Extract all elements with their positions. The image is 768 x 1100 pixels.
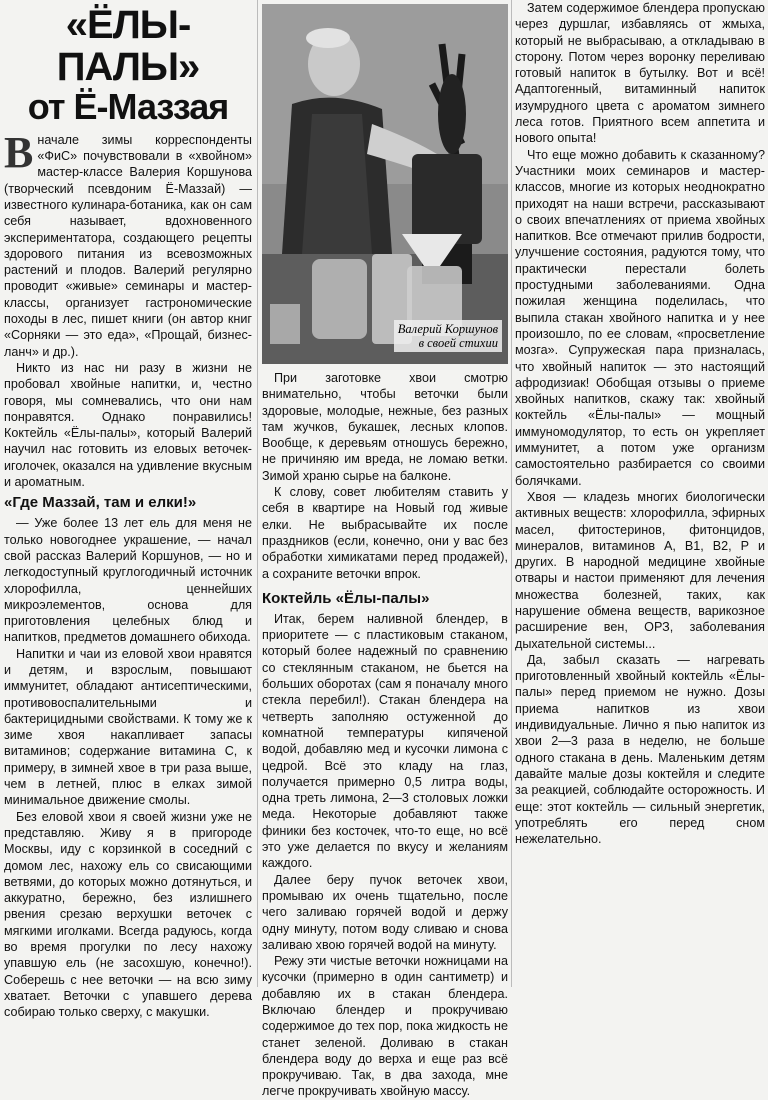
paragraph-4: Напитки и чаи из еловой хвои нравятся и детям, и взрослым, повышают иммунитет, обладают антисептическими, противовоспалительными и бактерицидными свойствами. К тому же к зиме хвоя накапливает запасы витаминов; содержание витамина С, к примеру, в зимней хвое в три раза выше, чем в летней, плюс в елках зимой минимальное движение смолы. [4, 646, 252, 808]
column-left [4, 0, 252, 1020]
column-middle [262, 370, 508, 1099]
paragraph-3: — Уже более 13 лет ель для меня не только новогоднее украшение, — начал свой рассказ Валерий Коршунов, — но и легкодоступный круглогодичный источник хлорофилла, ценнейших микроэлементов, основа для приготовления целебных блюд и напитков, предметов домашнего обихода. [4, 516, 252, 645]
column-right [515, 0, 765, 987]
paragraph-14: Да, забыл сказать — нагревать приготовленный хвойный коктейль «Ёлы-палы» перед приемом не нужно. Дозы приема напитков из хвои индивидуальные. Лично я пью напиток из хвои 2—3 раза в неделю, не больше одного стакана в день. Маленьким детям давайте малые дозы коктейля и следите за реакцией, соблюдайте осторожность. И еще: этот коктейль — сильный энергетик, употреблять его перед сном нежелательно. [515, 652, 765, 847]
paragraph-12: Что еще можно добавить к сказанному? Участники моих семинаров и мастер-классов, многие из которых неоднократно приходят на наши встречи, рассказывают о своих впечатлениях от приема хвойных напитков. Все отмечают прилив бодрости, улучшение состояния, радуются тому, что практически перестали болеть простудными заболеваниями. Одна пожилая женщина поделилась, что выпила стакан хвойного напитка и у нее произошло, по ее словам, «просветление мозга». Супружеская пара призналась, что хвойный напиток — это настоящий афродизиак! Обобщая отзывы о приеме хвойных напитков, скажу так: хвойный коктейль «Ёлы-палы» — мощный иммуномодулятор, то есть он укрепляет иммунитет, а потом уже организм самостоятельно разбирается со своими болячками. [515, 147, 765, 488]
article-title [4, 4, 252, 126]
paragraph-7: К слову, совет любителям ставить у себя в квартире на Новый год живые елки. Не выбрасывайте их после праздников (если, конечно, они у вас без обработки химикатами перед продажей), а сохраните веточки впрок. [262, 485, 508, 581]
column-divider [257, 0, 258, 987]
article-photo [262, 4, 508, 364]
caption-line-2: в своей стихии [418, 336, 498, 350]
title-line-1: «ЁЛЫ-ПАЛЫ» [56, 3, 200, 89]
subheading-mazzay: «Где Маззай, там и елки!» [4, 494, 197, 512]
paragraph-8: Итак, берем наливной блендер, в приоритете — с пластиковым стаканом, который более надежный по сравнению со стеклянным стаканом, не бьется на больших оборотах (сам я поначалу много стекла перебил!). Стакан блендера на четверть заполняю остуженной до комнатной температуры кипяченой водой, добавляю мед и кусочки лимона с цедрой. Всё это кладу на глаз, получается примерно 0,5 литра воды, одна треть лимона, 2—3 столовых ложки меда. Некоторые добавляют также финики без косточек, что-то еще, но всё это уже делается по вкусу и желаниям каждого. [262, 611, 508, 871]
photo-caption [394, 320, 502, 352]
intro-paragraph [4, 127, 252, 360]
paragraph-6: При заготовке хвои смотрю внимательно, чтобы веточки были здоровые, молодые, нежные, без разных там жучков, букашек, лесных клопов. Вообще, к деревьям отношусь бережно, не причиняю им вреда, не ломаю ветки. Зимой храню сырье на балконе. [262, 371, 508, 483]
caption-line-1: Валерий Коршунов [397, 322, 498, 336]
paragraph-11: Затем содержимое блендера пропускаю через дуршлаг, избавляясь от жмыха, который не выбрасываю, а откладываю в сторону. Потом через воронку переливаю готовый напиток в бутылку. Вот и всё! Адаптогенный, витаминный напиток изумрудного цвета с ароматом зимнего леса готов. Приятного всем аппетита и нового опыта! [515, 1, 765, 146]
title-line-2: от Ё-Маззая [27, 86, 229, 127]
intro-text: начале зимы корреспонденты «ФиС» почувствовали в «хвойном» мастер-классе Валерия Коршунова (творческий псевдоним Ё-Маззай) — известного кулинара-ботаника, как он сам себя называет, вдохновенного экспериментатора, создающего рецепты здорового питания из всевозможных растений и плодов. Валерий регулярно проводит «живые» семинары и мастер-классы, организует гастрономические походы в лес, пишет книги (он автор книг «Сорняки — это еда», «Прощай, бизнес-ланч» и др.). [4, 132, 252, 359]
paragraph-13: Хвоя — кладезь многих биологически активных веществ: хлорофилла, эфирных масел, фитостеринов, фитонцидов, минералов, витаминов А, В1, В2, Р и других. В народной медицине хвойные отвары и настои применяют для лечения множества болезней, таких, как нарушение обмена веществ, варикозное расширение вен, ОРЗ, заболевания дыхательной системы... [515, 489, 765, 651]
paragraph-10: Режу эти чистые веточки ножницами на кусочки (примерно в один сантиметр) и добавляю их в стакан блендера. Включаю блендер и прокручиваю содержимое до тех пор, пока жидкость не станет зеленой. Доливаю в стакан блендера воду до верха и еще раз всё прокручиваю. Так, в два захода, мне легче прокручивать хвойную массу. [262, 954, 508, 1099]
photo-illustration [262, 4, 508, 364]
subheading-cocktail: Коктейль «Ёлы-палы» [262, 589, 430, 607]
paragraph-9: Далее беру пучок веточек хвои, промываю их очень тщательно, после чего заливаю горячей водой и держу одну минуту, потом воду сливаю и снова заливаю хвою горячей водой на минуту. [262, 872, 508, 952]
column-divider [511, 0, 512, 987]
paragraph-5: Без еловой хвои я своей жизни уже не представляю. Живу я в пригороде Москвы, иду с корзинкой в соседний с домом лес, нахожу ель со свисающими ветвями, до которых можно дотянуться, и аккуратно, бережно, без излишнего рвения срезаю верхушки веточек с мягкими иголками. Всегда радуюсь, когда во время прогулки по лесу нахожу упавшую ель (не засохшую, конечно!). Соберешь с нее веточки — на всю зиму хватает. Веточки с упавшего дерева собираю только сверху, с макушки. [4, 809, 252, 1020]
drop-cap: В [4, 127, 34, 177]
paragraph-2: Никто из нас ни разу в жизни не пробовал хвойные напитки, и, честно говоря, мы сомневались, что они нам понравятся. Однако понравились! Коктейль «Ёлы-палы», который Валерий научил нас готовить из еловых веточек-иголочек, оказался на удивление вкусным и ароматным. [4, 360, 252, 490]
